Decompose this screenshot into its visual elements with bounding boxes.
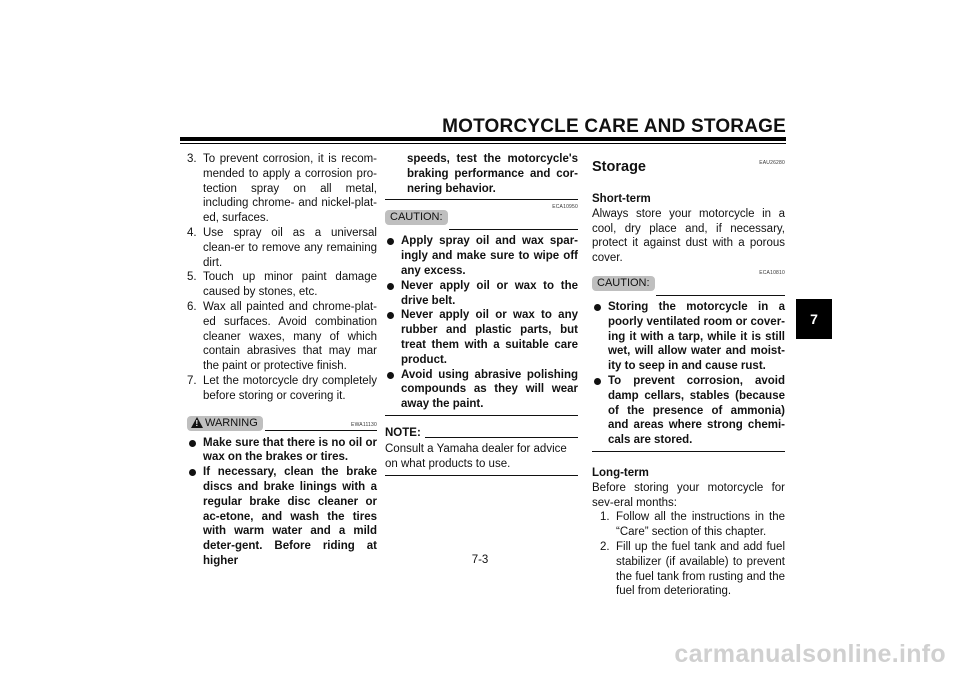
header-rule-thin bbox=[180, 143, 786, 144]
warning-header bbox=[187, 414, 377, 436]
list-item: 7. Let the motorcycle dry completely before storing or covering it. bbox=[187, 374, 377, 402]
page-number: 7-3 bbox=[471, 554, 489, 566]
column-1 bbox=[187, 152, 377, 569]
note-header bbox=[385, 426, 578, 442]
column-2 bbox=[385, 152, 578, 476]
caution-bullets bbox=[385, 234, 578, 412]
note-label: NOTE: bbox=[385, 426, 421, 439]
list-item: 6. Wax all painted and chrome-plat-ed surfaces. Avoid combination cleaner waxes, many of which contain abrasives that may mar the paint or protective finish. bbox=[187, 300, 377, 373]
list-item: 1. Follow all the instructions in the “Care” section of this chapter. bbox=[600, 511, 785, 539]
bullet-icon bbox=[387, 283, 394, 290]
caution-badge: CAUTION: bbox=[592, 276, 655, 291]
list-item: Make sure that there is no oil or wax on the brakes or tires. bbox=[187, 436, 377, 466]
list-item: Apply spray oil and wax spar-ingly and make sure to wipe off any excess. bbox=[385, 234, 578, 278]
list-item: Storing the motorcycle in a poorly ventilated room or cover-ing it with a tarp, while it is still wet, will allow water and moist-ity to seep in and cause rust. bbox=[592, 300, 785, 374]
long-term-text: Before storing your motorcycle for sev-eral months: bbox=[592, 481, 785, 509]
caution-code: ECA10950 bbox=[552, 204, 578, 211]
column-3 bbox=[592, 152, 785, 599]
warning-code: EWA11130 bbox=[351, 421, 377, 428]
note-text: Consult a Yamaha dealer for advice on what products to use. bbox=[385, 442, 567, 470]
list-item: 2. Fill up the fuel tank and add fuel stabilizer (if available) to prevent the fuel tank from rusting and the fuel from deteriorating. bbox=[600, 540, 785, 598]
list-item: To prevent corrosion, avoid damp cellars, stables (because of the presence of ammonia) and areas where strong chemi-cals are stored. bbox=[592, 374, 785, 448]
note-end-rule bbox=[385, 475, 578, 476]
care-steps-list bbox=[187, 152, 377, 404]
chapter-tab: 7 bbox=[796, 299, 832, 339]
warning-badge: ! WARNING bbox=[187, 416, 263, 431]
list-item: 3. To prevent corrosion, it is recom-mended to apply a corrosion pro-tection spray on all metal, including chrome- and nickel-plat-ed, surfaces. bbox=[187, 153, 377, 225]
short-term-title: Short-term bbox=[592, 193, 651, 205]
note-rule bbox=[425, 437, 578, 438]
caution-header bbox=[592, 269, 785, 296]
caution-badge: CAUTION: bbox=[385, 210, 448, 225]
caution-bullets bbox=[592, 300, 785, 448]
bullet-icon bbox=[189, 469, 196, 476]
bullet-icon bbox=[594, 304, 601, 311]
list-item: 4. Use spray oil as a universal clean-er to remove any remaining dirt. bbox=[187, 226, 377, 269]
long-term-title: Long-term bbox=[592, 466, 649, 479]
caution-rule bbox=[449, 229, 578, 230]
caution-rule bbox=[656, 295, 785, 296]
caution-end-rule bbox=[385, 415, 578, 416]
warning-end-rule bbox=[385, 199, 578, 200]
section-title: Storage bbox=[592, 159, 646, 175]
bullet-icon bbox=[387, 238, 394, 245]
caution-header bbox=[385, 204, 578, 230]
header-rule bbox=[180, 137, 786, 141]
list-item: Avoid using abrasive polishing compounds as they will wear away the paint. bbox=[385, 368, 578, 412]
list-item: Never apply oil or wax to the drive belt. bbox=[385, 279, 578, 309]
storage-section-header bbox=[592, 156, 785, 184]
watermark: carmanualsonline.info bbox=[674, 640, 946, 668]
exclamation-icon: ! bbox=[195, 418, 199, 428]
section-code: EAU26280 bbox=[759, 160, 785, 166]
long-term-steps-list bbox=[592, 510, 785, 599]
caution-end-rule bbox=[592, 451, 785, 452]
short-term-text: Always store your motorcycle in a cool, dry place and, if necessary, protect it against dust with a porous cover. bbox=[592, 207, 785, 265]
bullet-icon bbox=[387, 372, 394, 379]
list-item: If necessary, clean the brake discs and brake linings with a regular brake disc cleaner or ac-etone, and wash the tires with warm water and a mild deter-gent. Before riding at higher bbox=[187, 465, 377, 569]
bullet-icon bbox=[594, 378, 601, 385]
bullet-icon bbox=[189, 440, 196, 447]
bullet-icon bbox=[387, 312, 394, 319]
warning-bullets bbox=[187, 436, 377, 569]
warning-continued: speeds, test the motorcycle's braking performance and cor-nering behavior. bbox=[407, 153, 578, 195]
page-header-title: MOTORCYCLE CARE AND STORAGE bbox=[442, 116, 786, 137]
caution-code: ECA10810 bbox=[759, 269, 785, 276]
list-item: 5. Touch up minor paint damage caused by stones, etc. bbox=[187, 271, 377, 299]
list-item: Never apply oil or wax to any rubber and plastic parts, but treat them with a suitable care product. bbox=[385, 308, 578, 367]
